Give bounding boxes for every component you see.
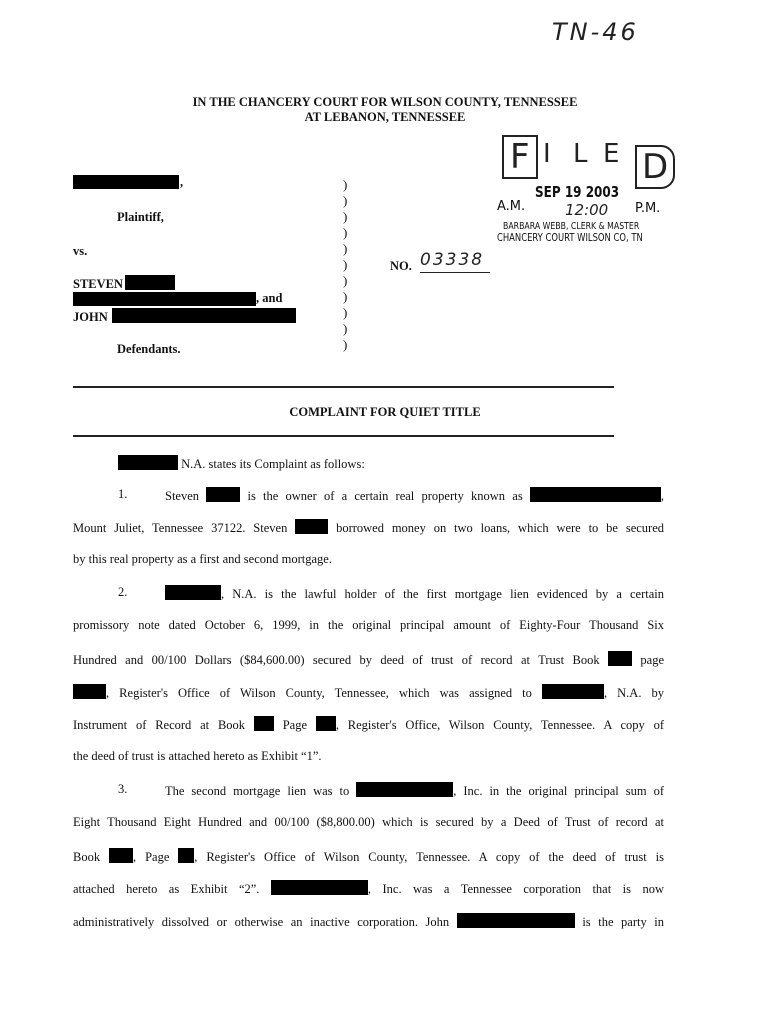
p3-line2: Eight Thousand Eight Hundred and 00/100 ($8,800.00) which is secured by a Deed of Trust of record at: [73, 815, 664, 829]
p2-text-l5b: Page: [282, 718, 308, 732]
p1-number: 1.: [118, 487, 128, 501]
redaction-trust-book: [608, 651, 632, 666]
p3-line4: [73, 880, 664, 897]
paren: ): [343, 305, 348, 320]
redaction-bank-name: [118, 455, 178, 470]
p2-text-l3b: page: [640, 653, 665, 667]
redaction-book-2: [109, 848, 133, 863]
court-header-line2: AT LEBANON, TENNESSEE: [304, 110, 466, 124]
p3-text-l3c: , Register's Office of Wilson County, Tennessee. A copy of the deed of trust is: [194, 850, 664, 864]
p2-text-l4a: , Register's Office of Wilson County, Tennessee, which was assigned to: [106, 686, 532, 700]
redaction-page-1: [73, 684, 106, 699]
p2-text-l5a: Instrument of Record at Book: [73, 718, 246, 732]
paren: ): [343, 225, 348, 240]
stamp-clerk-line1: BARBARA WEBB, CLERK & MASTER: [503, 221, 640, 232]
p1-text-b: is the owner of a certain real property known as: [247, 489, 523, 503]
stamp-letter-e: E: [603, 139, 620, 169]
p3-line1: [165, 782, 664, 799]
redaction-bank-2: [165, 585, 221, 600]
stamp-letter-l: L: [573, 139, 588, 169]
redaction-page-3: [178, 848, 194, 863]
p3-line5: [73, 913, 664, 930]
handwritten-file-number: TN-46: [552, 18, 639, 46]
p1-line2: [73, 519, 664, 536]
p3-number: 3.: [118, 782, 128, 796]
document-title: COMPLAINT FOR QUIET TITLE: [289, 405, 481, 419]
redaction-steven-2: [295, 519, 328, 534]
p3-text-b: , Inc. in the original principal sum of: [453, 784, 664, 798]
title-bottom-rule: [73, 435, 614, 437]
caption-defendant-john: [73, 308, 296, 325]
redaction-defendant-line: [73, 292, 256, 306]
paren: ): [343, 193, 348, 208]
p3-text-l5b: is the party in: [582, 915, 665, 929]
p3-text-l4a: attached hereto as Exhibit “2”.: [73, 882, 260, 896]
p2-text-l4b: , N.A. by: [603, 686, 665, 700]
redaction-steven-1: [206, 487, 240, 502]
paren: ): [343, 257, 348, 272]
caption-plaintiff: Plaintiff,: [117, 210, 164, 224]
p2-line2: promissory note dated October 6, 1999, in the original principal amount of Eighty-Four Thousand Six: [73, 618, 664, 632]
p2-number: 2.: [118, 585, 128, 599]
p2-line3: [73, 651, 664, 668]
p1-text-a: Steven: [165, 489, 200, 503]
p3-line3: [73, 848, 664, 865]
redaction-john-2: [457, 913, 575, 928]
stamp-date: SEP 19 2003: [535, 183, 620, 201]
caption-and: , and: [256, 291, 283, 305]
redaction-assignee: [542, 684, 604, 699]
p3-text-l3b: , Page: [133, 850, 170, 864]
title-top-rule: [73, 386, 614, 388]
case-number-label: NO.: [390, 259, 412, 273]
redaction-page-2: [316, 716, 336, 731]
paren: ): [343, 241, 348, 256]
paren: ): [343, 321, 348, 336]
caption-defendant-steven: [73, 275, 175, 292]
caption-steven-label: STEVEN: [73, 277, 124, 291]
p1-line1: [165, 487, 664, 504]
p3-text-l4b: , Inc. was a Tennessee corporation that is now: [367, 882, 664, 896]
case-number-value: 03338: [420, 250, 485, 270]
p2-text-l3a: Hundred and 00/100 Dollars ($84,600.00) secured by deed of trust of record at Trust Book: [73, 653, 600, 667]
redaction-plaintiff-name: [73, 175, 179, 189]
p3-text-l5a: administratively dissolved or otherwise an inactive corporation. John: [73, 915, 450, 929]
paren: ): [343, 289, 348, 304]
intro-text: N.A. states its Complaint as follows:: [181, 457, 365, 471]
caption-vs: vs.: [73, 244, 88, 258]
stamp-time: 12:00: [565, 201, 609, 219]
p1-text-l2a: Mount Juliet, Tennessee 37122. Steven: [73, 521, 288, 535]
p1-text-l2b: borrowed money on two loans, which were to be secured: [336, 521, 664, 535]
redaction-lender: [356, 782, 453, 797]
court-header-line1: IN THE CHANCERY COURT FOR WILSON COUNTY, TENNESSEE: [192, 95, 578, 109]
stamp-am: A.M.: [497, 199, 526, 214]
paren: ): [343, 337, 348, 352]
redaction-john-surname: [112, 308, 296, 323]
stamp-clerk-line2: CHANCERY COURT WILSON CO, TN: [497, 232, 643, 244]
redaction-lender-2: [271, 880, 368, 895]
caption-john-label: JOHN: [73, 310, 108, 324]
paren: ): [343, 209, 348, 224]
caption-parentheses: [343, 177, 353, 353]
p2-text-a: , N.A. is the lawful holder of the first mortgage lien evidenced by a certain: [221, 587, 664, 601]
stamp-letter-d: D: [635, 145, 675, 189]
p3-text-l3a: Book: [73, 850, 101, 864]
caption-defendants: Defendants.: [117, 342, 181, 356]
p2-line6: the deed of trust is attached hereto as Exhibit “1”.: [73, 749, 322, 763]
p3-text-a: The second mortgage lien was to: [165, 784, 350, 798]
filed-stamp: [495, 135, 675, 255]
stamp-pm: P.M.: [635, 201, 661, 216]
caption-comma: ,: [180, 175, 184, 189]
redaction-steven-surname: [125, 275, 175, 290]
case-number-underline: [420, 272, 490, 273]
p2-line1: [165, 585, 664, 602]
p1-line3: by this real property as a first and second mortgage.: [73, 552, 332, 566]
stamp-letter-i: I: [543, 139, 551, 169]
p2-line4: [73, 684, 664, 701]
paren: ): [343, 273, 348, 288]
intro-line: [118, 455, 365, 472]
p2-text-l5c: , Register's Office, Wilson County, Tennessee. A copy of: [335, 718, 665, 732]
redaction-book-1: [254, 716, 274, 731]
p2-line5: [73, 716, 664, 733]
stamp-letter-f: F: [502, 135, 538, 179]
paren: ): [343, 177, 348, 192]
redaction-property-address: [530, 487, 661, 502]
p1-text-c: ,: [660, 489, 665, 503]
